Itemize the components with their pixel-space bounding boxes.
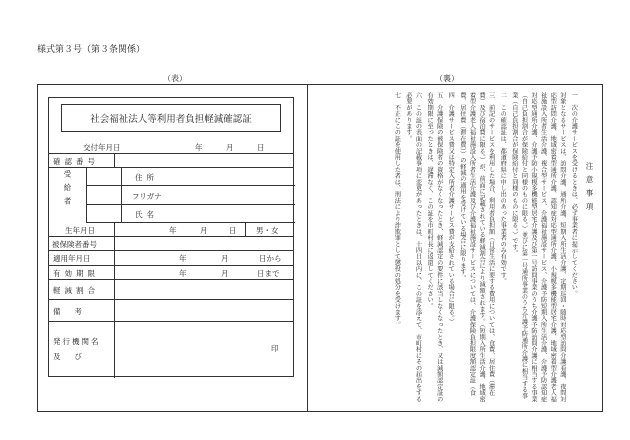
valid-day: 日まで	[257, 269, 280, 278]
confirm-no-label: 確認番号	[53, 157, 99, 166]
gender-field: 男・女	[256, 226, 279, 235]
row-line	[86, 185, 295, 186]
back-heading: 注意事項	[585, 162, 594, 216]
row-line	[49, 321, 293, 322]
name-label: 氏名	[135, 210, 158, 219]
birth-year: 年	[169, 226, 177, 235]
row-line	[49, 299, 293, 300]
issue-date-label: 交付年月日	[83, 143, 121, 152]
form-label: 様式第３号（第３条関係）	[37, 45, 146, 55]
card-title: 社会福祉法人等利用者負担軽減確認証	[61, 104, 281, 132]
row-line	[49, 265, 293, 266]
birthdate-label: 生年月日	[65, 226, 95, 235]
issuer-label: 発行機関名	[53, 337, 101, 346]
notice-item-7: 七 不正にこの証を使用した者は、刑法により詐欺罪として懲役の処分を受けます。	[393, 92, 401, 328]
col-line	[114, 153, 115, 167]
notice-item-6: 六 この証の表面の記載事項に変更があったときは、十四日以内に、この証を添えて、市町村にその届出をする必要があります。	[404, 92, 422, 402]
reduction-rate-label: 軽減割合	[53, 286, 99, 295]
apply-year: 年	[179, 254, 187, 263]
row-line	[49, 153, 293, 154]
row-line	[86, 204, 295, 205]
col-line	[121, 167, 122, 222]
issue-date-day: 日	[257, 143, 265, 152]
back-label: （裏）	[435, 74, 459, 83]
center-divider	[307, 84, 308, 412]
notice-item-1: 一 次の介護サービスを受けるときは、必ず事業者に提示してください。	[570, 92, 578, 297]
remarks-label: 備考	[53, 307, 96, 316]
notice-item-4: 四 介護サービス費又は特定入所者介護サービス費が支給されている場合に限る。）	[447, 92, 455, 325]
furigana-label: フリガナ	[132, 192, 162, 201]
notice-item-1-detail: 対象となるサービスは、訪問介護、通所介護、短期入所生活介護、定期巡回・随時対応型訪問介護看護、夜間対応型訪問介護、地域密着型通所介護、認知症対応型通所介護、小規模多機能型居宅介護、地域密着型介護老人福祉施設入所者生活介護、複合型サービス、介護福祉施設サービス、介護予防短期入所生活介護、介護予防認知症対応型通所介護、介護予防小規模多機能型居宅介護及び第一号訪問事業のうち介護予防訪問介護に相当する事業（自己負担割合が保険給付と同様のものに限る。）並びに第一号通所事業のうち介護予防通所介護に相当する事業（自己負担割合が保険給付と同様のものに限る。）です。	[510, 92, 566, 402]
issuer-sub-label: 及び	[53, 352, 96, 361]
seal-mark: 印	[271, 344, 279, 353]
col-line	[114, 222, 115, 321]
row-line	[49, 250, 293, 251]
front-table	[48, 97, 294, 377]
front-label: （表）	[163, 74, 187, 83]
notice-item-3: 三 前記のサービスを利用した場合、利用者負担額（日常生活に要する費用については、食費、居住費（滞在費）及び宿泊費に限る。）が、前面に記載されている軽減割合により減額されます。（短期入所生活介護、地域密着型介護老人福祉施設入所者生活介護及び介護福祉施設サービスについては、介護保険負担限度額認定証（食費、居住費（滞在費））の軽減の適用を受けている場合に限ります。	[458, 92, 495, 402]
col-line	[245, 222, 246, 236]
valid-year: 年	[179, 269, 187, 278]
row-line	[86, 222, 295, 223]
address-label: 住所	[135, 173, 158, 182]
issue-date-month: 月	[226, 143, 234, 152]
col-line	[86, 167, 87, 222]
birth-day: 日	[229, 226, 237, 235]
valid-month: 月	[221, 269, 229, 278]
col-line	[114, 321, 115, 378]
apply-day: 日から	[259, 254, 282, 263]
notice-item-5: 五 介護保険の被保険者の資格がなくなったとき、軽減認定の要件に該当しなくなったとき、又は減額認定証の有効期限に至ったときは、遅滞なく、この証を市町村長に返還してください。	[426, 92, 443, 402]
back-instructions	[316, 92, 594, 404]
apply-date-label: 適用年月日	[53, 254, 91, 263]
apply-month: 月	[221, 254, 229, 263]
birth-month: 月	[200, 226, 208, 235]
valid-until-label: 有効期限	[53, 269, 99, 278]
recipient-label: 受給者	[63, 170, 72, 211]
insured-no-label: 被保険者番号	[52, 240, 97, 249]
issue-date-year: 年	[195, 143, 203, 152]
row-line	[49, 279, 293, 280]
row-line	[49, 236, 293, 237]
notice-item-2: 二 この確認証は、都道府県に申し出のあった事業者のみ有効です。	[499, 92, 507, 285]
